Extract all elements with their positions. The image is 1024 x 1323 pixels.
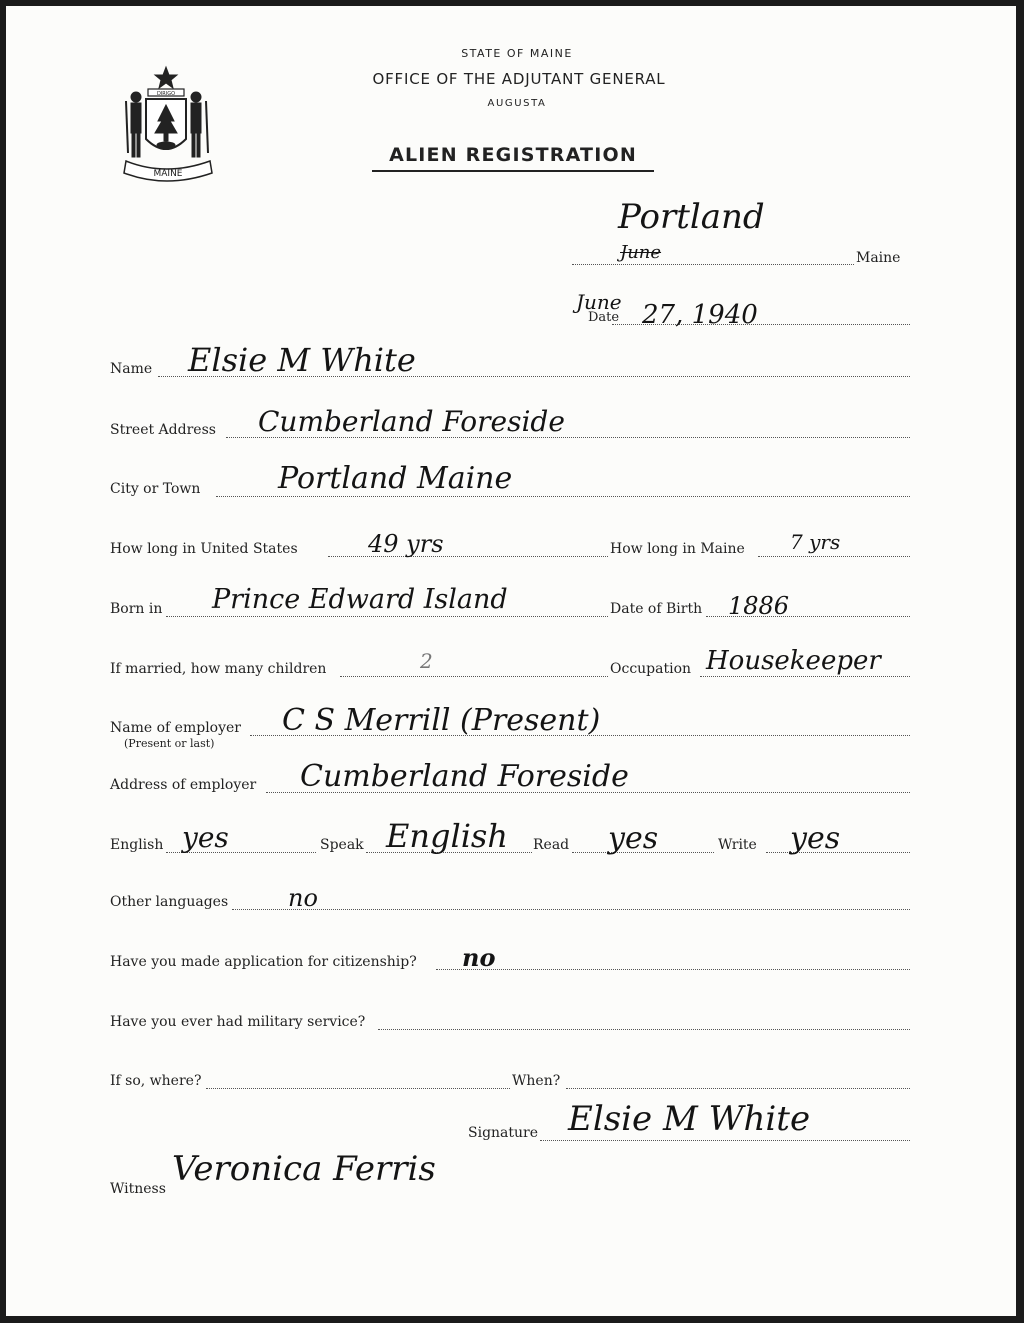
write-value[interactable]: yes xyxy=(790,821,841,856)
citizenship-line xyxy=(436,969,910,970)
born-in-line xyxy=(166,616,608,617)
signature-label: Signature xyxy=(468,1125,539,1141)
street-value[interactable]: Cumberland Foreside xyxy=(258,405,565,438)
city-line xyxy=(216,496,910,497)
when-line xyxy=(566,1088,910,1089)
place-struck-value: June xyxy=(620,242,662,263)
witness-label: Witness xyxy=(110,1181,166,1197)
citizenship-value[interactable]: no xyxy=(462,943,496,972)
maine-length-value[interactable]: 7 yrs xyxy=(790,530,841,554)
svg-text:DIRIGO: DIRIGO xyxy=(156,91,176,97)
name-value[interactable]: Elsie M White xyxy=(188,341,416,379)
witness-value[interactable]: Veronica Ferris xyxy=(172,1149,436,1189)
english-value[interactable]: yes xyxy=(182,821,229,854)
header-office: OFFICE OF THE ADJUTANT GENERAL xyxy=(372,70,666,88)
other-languages-label: Other languages xyxy=(110,894,229,910)
other-languages-line xyxy=(232,909,910,910)
speak-label: Speak xyxy=(320,837,364,853)
employer-value[interactable]: C S Merrill (Present) xyxy=(282,703,601,738)
write-label: Write xyxy=(718,837,757,853)
signature-line xyxy=(540,1140,910,1141)
children-label: If married, how many children xyxy=(110,661,327,677)
maine-length-label: How long in Maine xyxy=(610,541,745,557)
military-line xyxy=(378,1029,910,1030)
other-languages-value[interactable]: no xyxy=(288,884,318,912)
place-label: Maine xyxy=(856,250,901,266)
born-in-label: Born in xyxy=(110,601,163,617)
speak-value[interactable]: English xyxy=(386,817,508,855)
date-label: Date xyxy=(588,310,620,325)
place-value[interactable]: Portland xyxy=(618,197,765,237)
street-label: Street Address xyxy=(110,422,216,438)
dob-value[interactable]: 1886 xyxy=(728,592,790,620)
registration-form-sheet xyxy=(6,6,1016,1316)
date-month: June xyxy=(576,290,622,314)
citizenship-label: Have you made application for citizenship? xyxy=(110,954,417,970)
when-label: When? xyxy=(512,1073,561,1089)
place-line xyxy=(572,264,854,265)
city-label: City or Town xyxy=(110,481,201,497)
maine-length-line xyxy=(758,556,910,557)
occupation-line xyxy=(700,676,910,677)
svg-text:MAINE: MAINE xyxy=(153,169,183,179)
employer-sublabel: (Present or last) xyxy=(124,737,215,750)
employer-label: Name of employer xyxy=(110,720,241,736)
born-in-value[interactable]: Prince Edward Island xyxy=(212,584,508,615)
date-value[interactable]: 27, 1940 xyxy=(642,300,758,330)
where-label: If so, where? xyxy=(110,1073,202,1089)
title-underline xyxy=(372,170,654,172)
read-label: Read xyxy=(533,837,570,853)
english-label: English xyxy=(110,837,164,853)
occupation-label: Occupation xyxy=(610,661,692,677)
city-value[interactable]: Portland Maine xyxy=(278,461,513,496)
us-length-value[interactable]: 49 yrs xyxy=(368,530,444,558)
us-length-label: How long in United States xyxy=(110,541,298,557)
occupation-value[interactable]: Housekeeper xyxy=(706,646,881,676)
employer-address-label: Address of employer xyxy=(110,777,257,793)
where-line xyxy=(206,1088,510,1089)
signature-value[interactable]: Elsie M White xyxy=(568,1099,811,1139)
header-city: AUGUSTA xyxy=(487,98,547,109)
header-state: STATE OF MAINE xyxy=(461,47,573,60)
dob-label: Date of Birth xyxy=(610,601,703,617)
name-label: Name xyxy=(110,361,153,377)
form-title: ALIEN REGISTRATION xyxy=(389,144,637,166)
military-label: Have you ever had military service? xyxy=(110,1014,366,1030)
read-value[interactable]: yes xyxy=(608,821,659,856)
children-line xyxy=(340,676,608,677)
children-value[interactable]: 2 xyxy=(420,649,433,673)
employer-address-value[interactable]: Cumberland Foreside xyxy=(300,759,629,794)
